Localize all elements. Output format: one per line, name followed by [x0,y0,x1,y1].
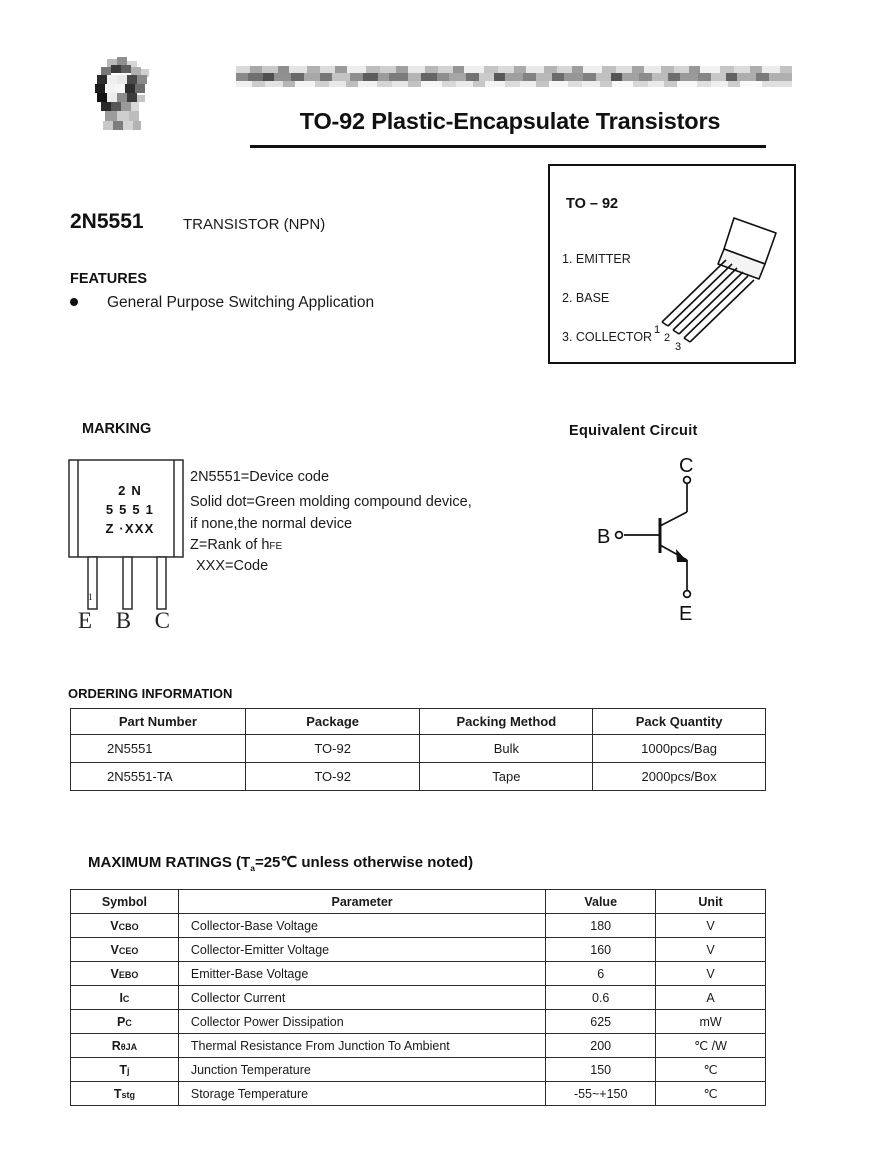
bullet-icon [70,298,78,306]
table-row [71,763,766,791]
cell-parameter: Collector-Base Voltage [178,914,545,938]
lead-label-b: B [115,608,132,633]
part-type-label: TRANSISTOR (NPN) [183,216,326,233]
cell-parameter: Thermal Resistance From Junction To Ambient [178,1034,545,1058]
cell-value: 180 [546,914,656,938]
lead-number-1: 1 [654,324,661,336]
package-pin-2-label: 2. BASE [562,291,610,305]
redacted-banner [236,62,792,92]
table-row [71,938,766,962]
table-header-row [71,890,766,914]
marking-heading: MARKING [82,421,152,437]
maximum-ratings-table [70,889,766,1106]
cell-value: 200 [546,1034,656,1058]
marking-code-line-2: 5 5 5 1 [105,502,155,517]
ratings-heading-prefix: MAXIMUM RATINGS (T [88,854,251,871]
cell-unit: ℃ [656,1082,766,1106]
cell-symbol: PC [71,1010,179,1034]
cell-part-number: 2N5551 [71,735,246,763]
cell-unit: V [656,938,766,962]
marking-note-code: XXX=Code [196,558,269,574]
cell-package: TO-92 [245,735,420,763]
package-title: TO – 92 [566,196,619,212]
cell-symbol: IC [71,986,179,1010]
equivalent-circuit-heading: Equivalent Circuit [569,423,698,439]
company-logo [93,55,165,137]
cell-symbol: VCEO [71,938,179,962]
cell-value: 6 [546,962,656,986]
marking-note-rank-text: Z=Rank of h [190,537,270,553]
cell-value: 0.6 [546,986,656,1010]
lead-number-2: 2 [664,332,671,344]
cell-value: 625 [546,1010,656,1034]
lead-label-e: E [78,608,93,633]
page-title: TO-92 Plastic-Encapsulate Transistors [299,108,721,134]
cell-unit: A [656,986,766,1010]
cell-pack-quantity: 2000pcs/Box [593,763,766,791]
cell-symbol: VEBO [71,962,179,986]
cell-symbol: RθJA [71,1034,179,1058]
package-pin-3-label: 3. COLLECTOR [562,330,653,344]
feature-text: General Purpose Switching Application [107,294,375,311]
hfe-subscript: FE [269,541,283,552]
table-row [71,1082,766,1106]
cell-parameter: Collector Power Dissipation [178,1010,545,1034]
cell-packing-method: Tape [420,763,593,791]
page-header [0,0,875,160]
package-outline-box [548,164,796,364]
cell-unit: V [656,962,766,986]
equivalent-circuit-diagram [578,450,748,630]
col-parameter: Parameter [178,890,545,914]
title-underline [250,145,766,148]
ratings-heading-suffix: =25℃ unless otherwise noted) [254,854,474,871]
col-unit: Unit [656,890,766,914]
marking-lead-labels [78,608,170,634]
cell-value: 160 [546,938,656,962]
cell-pack-quantity: 1000pcs/Bag [593,735,766,763]
cell-package: TO-92 [245,763,420,791]
cell-unit: mW [656,1010,766,1034]
table-row [71,1058,766,1082]
col-value: Value [546,890,656,914]
cell-parameter: Emitter-Base Voltage [178,962,545,986]
marking-lead-number: 1 [88,592,93,602]
features-heading: FEATURES [70,271,148,287]
cell-symbol: Tj [71,1058,179,1082]
table-row [71,1034,766,1058]
cell-parameter: Collector Current [178,986,545,1010]
col-part-number: Part Number [71,709,246,735]
maximum-ratings-heading [88,853,473,871]
table-row [71,914,766,938]
marking-code-line-3: Z ·XXX [105,521,155,536]
table-header-row [71,709,766,735]
marking-code-line-1: 2 N [118,483,142,498]
col-packing-method: Packing Method [420,709,593,735]
cell-unit: V [656,914,766,938]
cell-unit: ℃ /W [656,1034,766,1058]
table-row [71,962,766,986]
marking-note-rank [190,537,520,553]
lead-number-3: 3 [675,341,682,353]
col-pack-quantity: Pack Quantity [593,709,766,735]
cell-value: -55~+150 [546,1082,656,1106]
terminal-label-c: C [679,455,694,477]
cell-packing-method: Bulk [420,735,593,763]
cell-symbol: VCBO [71,914,179,938]
cell-part-number: 2N5551-TA [71,763,246,791]
table-row [71,986,766,1010]
ordering-information-table [70,708,766,791]
ordering-information-heading: ORDERING INFORMATION [68,686,233,701]
col-package: Package [245,709,420,735]
terminal-label-b: B [597,526,611,548]
package-pin-1-label: 1. EMITTER [562,252,631,266]
marking-code-text [92,481,168,538]
cell-parameter: Junction Temperature [178,1058,545,1082]
cell-value: 150 [546,1058,656,1082]
marking-note-if-none: if none,the normal device [190,516,353,532]
cell-parameter: Storage Temperature [178,1082,545,1106]
col-symbol: Symbol [71,890,179,914]
marking-note-solid-dot: Solid dot=Green molding compound device, [190,494,472,510]
to92-package-drawing [638,202,790,354]
lead-label-c: C [154,608,170,633]
table-row [71,1010,766,1034]
table-row [71,735,766,763]
ratings-heading-subscript: a [250,863,255,873]
part-number-heading: 2N5551 [70,210,144,233]
cell-parameter: Collector-Emitter Voltage [178,938,545,962]
cell-symbol: Tstg [71,1082,179,1106]
terminal-label-e: E [679,603,693,625]
feature-list-item [70,294,374,312]
marking-note-device-code: 2N5551=Device code [190,469,330,485]
marking-notes [190,469,520,578]
cell-unit: ℃ [656,1058,766,1082]
